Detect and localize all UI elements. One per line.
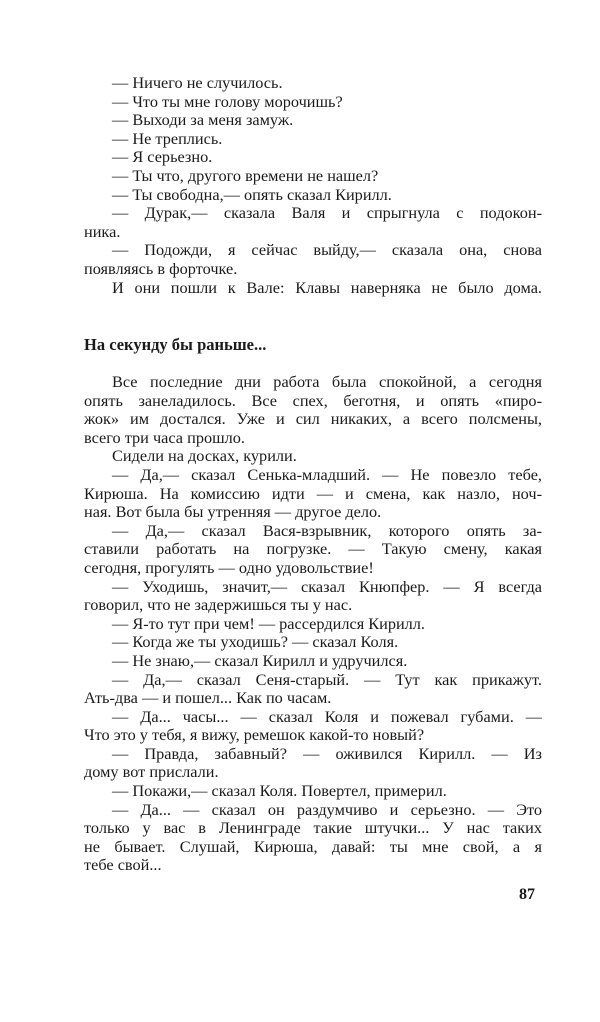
text-line: появляясь в форточке. <box>84 259 238 278</box>
text-line: — Ничего не случилось. <box>112 74 283 92</box>
text-line: — Ты что, другого времени не нашел? <box>112 166 379 185</box>
text-line: говорил, что не задержишься ты у нас. <box>84 596 353 615</box>
text-line: Что это у тебя, я вижу, ремешок какой-то новый? <box>84 726 425 745</box>
text-line: Все последние дни работа была спокойной, а сегодня <box>112 373 542 391</box>
dialogue-section <box>84 74 542 297</box>
text-line: — Да,— сказал Сеня-старый. — Тут как прикажут. <box>112 670 542 689</box>
chapter-text <box>84 373 542 875</box>
text-line: — Уходишь, значит,— сказал Кнюпфер. — Я всегда <box>112 577 542 596</box>
text-line: — Ты свободна,— опять сказал Кирилл. <box>112 185 392 204</box>
text-line: — Выходи за меня замуж. <box>112 111 294 130</box>
text-line: ная. Вот была бы утренняя — другое дело. <box>84 503 382 522</box>
text-line: ставили работать на погрузке. — Такую смену, какая <box>84 540 542 559</box>
text-line: жок» им достался. Уже и сил никаких, а всего полсмены, <box>84 410 542 429</box>
text-line: — Да,— сказал Вася-взрывник, которого опять за- <box>112 521 542 540</box>
text-line: — Дурак,— сказала Валя и спрыгнула с подокон- <box>112 204 542 223</box>
text-line: — Что ты мне голову морочишь? <box>112 92 343 111</box>
text-line: Кирюша. На комиссию идти — и смена, как назло, ноч- <box>84 484 542 503</box>
text-line: опять занеладилось. Все спех, беготня, и опять «пиро- <box>84 391 542 410</box>
text-line: — Я-то тут при чем! — рассердился Кирилл. <box>112 614 425 633</box>
text-line: — Не треплись. <box>112 129 223 148</box>
text-line: Ать-два — и пошел... Как по часам. <box>84 689 332 708</box>
text-line: ника. <box>84 222 121 241</box>
page-number: 87 <box>519 886 535 903</box>
text-line: — Да,— сказал Сенька-младший. — Не повезло тебе, <box>112 465 542 484</box>
text-line: — Да... — сказал он раздумчиво и серьезно. — Это <box>112 800 542 819</box>
text-line: всего три часа прошло. <box>84 428 245 447</box>
section-heading: На секунду бы раньше... <box>84 335 267 354</box>
text-line: только у вас в Ленинграде такие штучки... У нас таких <box>84 819 542 838</box>
text-line: — Не знаю,— сказал Кирилл и удручился. <box>112 651 408 670</box>
text-line: — Да... часы... — сказал Коля и пожевал губами. — <box>112 707 542 726</box>
text-line: не бывает. Слушай, Кирюша, давай: ты мне свой, а я <box>84 837 542 856</box>
text-line: И они пошли к Вале: Клавы наверняка не было дома. <box>112 278 542 297</box>
text-line: дому вот прислали. <box>84 763 219 782</box>
text-line: — Когда же ты уходишь? — сказал Коля. <box>112 633 399 652</box>
text-line: — Я серьезно. <box>112 148 213 167</box>
text-line: — Покажи,— сказал Коля. Повертел, примерил. <box>112 782 447 801</box>
text-line: сегодня, прогулять — одно удовольствие! <box>84 558 374 577</box>
text-line: — Подожди, я сейчас выйду,— сказала она, снова <box>112 241 542 260</box>
text-line: тебе свой... <box>84 856 162 875</box>
text-line: — Правда, забавный? — оживился Кирилл. — Из <box>112 744 542 763</box>
text-line: Сидели на досках, курили. <box>112 447 297 466</box>
